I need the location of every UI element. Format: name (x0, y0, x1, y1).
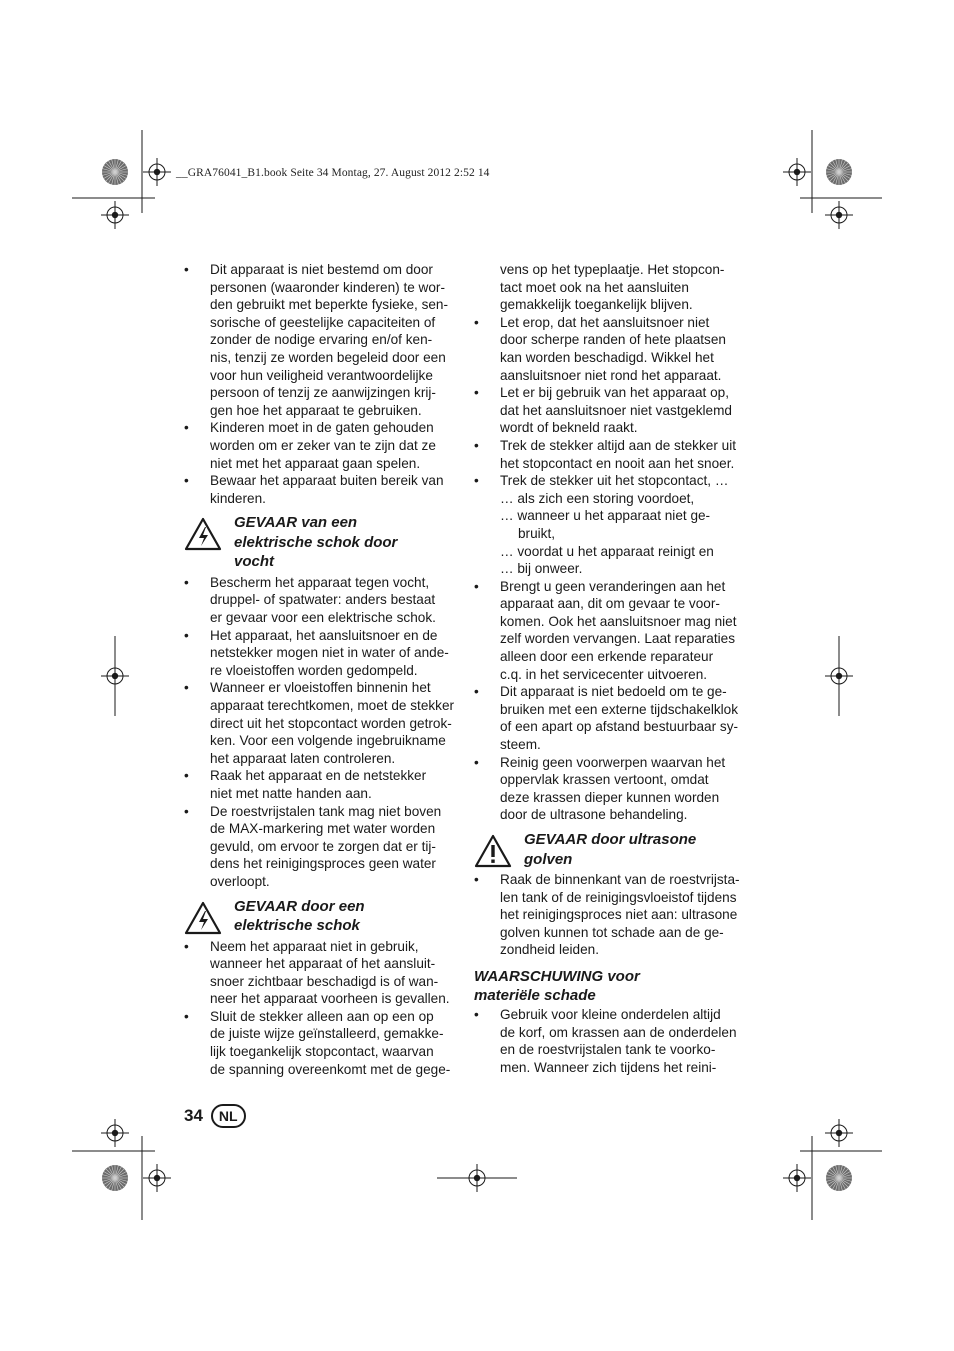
text-line: gen hoe het apparaat te gebruiken. (210, 402, 422, 418)
text-line: de korf, om krassen aan de onderdelen (500, 1024, 737, 1040)
warning-ultrasonic (474, 830, 750, 869)
print-header: __GRA76041_B1.book Seite 34 Montag, 27. August 2012 2:52 14 (176, 167, 490, 179)
text-line: deze krassen dieper kunnen worden (500, 789, 720, 805)
list-item (184, 1008, 460, 1078)
text-line: niet met natte handen aan. (210, 785, 372, 801)
text-line: gevuld, om ervoor te zorgen dat er tij- (210, 838, 436, 854)
list-item (474, 1006, 750, 1076)
text-line: wordt of bekneld raakt. (500, 420, 638, 436)
text-line: kinderen. (210, 490, 266, 506)
text-line: • Wanneer er vloeistoffen binnenin het (210, 680, 431, 696)
text-line: lijk toegankelijk stopcontact, waarvan (210, 1044, 434, 1060)
list-item (184, 938, 460, 1008)
text-line: direct uit het stopcontact worden getrok- (210, 715, 452, 731)
registration-target-icon (143, 1164, 171, 1192)
right-column (474, 261, 750, 1076)
left-column (184, 261, 460, 1078)
warning-title (524, 830, 750, 869)
warning-title (234, 513, 460, 572)
text-line: • Kinderen moet in de gaten gehouden (210, 420, 434, 436)
text-line: c.q. in het servicecenter uitvoeren. (500, 666, 708, 682)
text-line: WAARSCHUWING voor (474, 967, 640, 985)
registration-target-icon (825, 201, 853, 229)
list-item (474, 683, 750, 753)
text-line: ken. Voor een volgende ingebruikname (210, 733, 446, 749)
text-line: worden om er zeker van te zijn dat ze (210, 437, 436, 453)
text-line: de spanning overeenkomt met de gege- (210, 1061, 451, 1077)
text-line: steem. (500, 737, 541, 753)
text-line: gemakkelijk toegankelijk blijven. (500, 297, 693, 313)
text-line: • Raak het apparaat en de netstekker (210, 768, 427, 784)
text-line: het stopcontact en nooit aan het snoer. (500, 455, 735, 471)
text-line: • Let erop, dat het aansluitsnoer niet (500, 314, 710, 330)
text-line: den gebruikt met beperkte fysieke, sen- (210, 297, 449, 313)
text-line: golven (524, 850, 573, 868)
text-line: door de ultrasone behandeling. (500, 807, 688, 823)
material-damage-heading (474, 967, 750, 1006)
warning-exclamation-icon (474, 834, 512, 868)
right-continuation (474, 261, 750, 314)
text-line: golven kunnen tot schade aan de ge- (500, 924, 724, 940)
list-item (184, 679, 460, 767)
text-line: bruiken met een externe tijdschakelklok (500, 701, 739, 717)
text-line: of een apart op afstand bestuurbaar sy- (500, 719, 739, 735)
sub-item: … voordat u het apparaat reinigt en (500, 543, 714, 559)
text-line: • Dit apparaat is niet bestemd om door (210, 262, 433, 277)
list-item (474, 754, 750, 824)
registration-target-icon (143, 158, 171, 186)
right-list-4 (474, 1006, 750, 1076)
list-item (474, 578, 750, 684)
text-line: neer het apparaat voorheen is gevallen. (210, 991, 450, 1007)
text-line: dat het aansluitsnoer niet vastgeklemd (500, 402, 732, 418)
text-line: voor hun veiligheid verantwoordelijke (210, 367, 433, 383)
text-line: • Dit apparaat is niet bedoeld om te ge- (500, 684, 727, 700)
text-line: men. Wanneer zich tijdens het reini- (500, 1059, 717, 1075)
right-list-3 (474, 871, 750, 959)
text-line: zelf worden vervangen. Laat reparaties (500, 631, 736, 647)
text-line: kan worden beschadigd. Wikkel het (500, 349, 714, 365)
list-item (184, 767, 460, 802)
text-line: apparaat terechtkomen, moet de stekker (210, 697, 455, 713)
text-line: • Bescherm het apparaat tegen vocht, (210, 574, 430, 590)
text-line: zondheid leiden. (500, 942, 600, 958)
list-item (184, 419, 460, 472)
text-line: personen (waaronder kinderen) te wor- (210, 279, 445, 295)
text-line: • Het apparaat, het aansluitsnoer en de (210, 627, 438, 643)
page-footer (184, 1104, 246, 1128)
list-item (474, 472, 750, 578)
text-line: oppervlak krassen vertoont, omdat (500, 772, 709, 788)
list-item (474, 437, 750, 472)
text-line: apparaat aan, dit om gevaar te voor- (500, 596, 720, 612)
text-line: • Gebruik voor kleine onderdelen altijd (500, 1006, 721, 1022)
text-line: • Reinig geen voorwerpen waarvan het (500, 754, 726, 770)
color-rosette-icon (826, 1165, 852, 1191)
text-line: dens het reinigingsproces geen water (210, 856, 436, 872)
text-line: • Brengt u geen veranderingen aan het (500, 578, 726, 594)
text-line: komen. Ook het aansluitsnoer mag niet (500, 613, 737, 629)
text-line: elektrische schok (234, 917, 360, 934)
right-list-1 (474, 314, 750, 472)
list-item (474, 384, 750, 437)
text-line: netstekker mogen niet in water of ande- (210, 645, 449, 661)
text-line: materiële schade (474, 987, 596, 1005)
language-badge: NL (211, 1104, 246, 1128)
color-rosette-icon (826, 159, 852, 185)
registration-target-icon (101, 201, 129, 229)
sub-item: bruikt, (518, 525, 556, 541)
list-item (184, 574, 460, 627)
text-line: GEVAAR door ultrasone (524, 831, 697, 848)
text-line: vocht (234, 553, 275, 571)
left-list-2 (184, 574, 460, 891)
sub-item: … bij onweer. (500, 561, 583, 577)
registration-target-icon (783, 158, 811, 186)
text-line: en de roestvrijstalen tank te voorko- (500, 1042, 716, 1058)
text-line: GEVAAR door een (234, 897, 365, 915)
warning-title (234, 897, 460, 936)
text-line: niet met het apparaat gaan spelen. (210, 455, 421, 471)
text-line: het reinigingsproces niet aan: ultrasone (500, 907, 738, 923)
text-line: • Trek de stekker uit het stopcontact, … (500, 473, 729, 489)
text-line: er gevaar voor een elektrische schok. (210, 610, 436, 625)
left-list-3 (184, 938, 460, 1079)
text-line: len tank of de reinigingsvloeistof tijdens (500, 889, 737, 905)
warning-lightning-icon (184, 517, 222, 551)
warning-electric-shock (184, 897, 460, 936)
color-rosette-icon (102, 1165, 128, 1191)
text-line: nis, tenzij ze worden begeleid door een (210, 349, 446, 365)
list-item (184, 472, 460, 507)
registration-target-icon (783, 1164, 811, 1192)
text-line: vens op het typeplaatje. Het stopcon- (500, 262, 725, 277)
sub-item: … wanneer u het apparaat niet ge- (500, 508, 711, 524)
right-list-2 (474, 578, 750, 824)
text-line: • Let er bij gebruik van het apparaat op, (500, 385, 729, 401)
text-line: • Neem het apparaat niet in gebruik, (210, 938, 419, 954)
text-line: wanneer het apparaat of het aansluit- (210, 956, 436, 972)
text-line: re vloeistoffen worden gedompeld. (210, 662, 418, 678)
registration-target-icon (101, 662, 129, 690)
list-item (184, 261, 460, 419)
page-number: 34 (184, 1106, 203, 1125)
text-line: • Raak de binnenkant van de roestvrijsta- (500, 872, 740, 887)
text-line: door scherpe randen of hete plaatsen (500, 332, 726, 348)
list-item (474, 314, 750, 384)
text-line: • Bewaar het apparaat buiten bereik van (210, 473, 444, 489)
list-item (184, 627, 460, 680)
text-line: aansluitsnoer niet rond het apparaat. (500, 367, 722, 383)
text-line: het apparaat laten controleren. (210, 750, 396, 766)
registration-target-icon (825, 1119, 853, 1147)
text-line: snoer zichtbaar beschadigd is of wan- (210, 973, 439, 989)
text-line: GEVAAR van een (234, 514, 358, 532)
text-line: persoon of tenzij ze aanwijzingen krij- (210, 385, 436, 401)
text-line: zonder de nodige ervaring en/of ken- (210, 332, 433, 348)
text-line: elektrische schok door (234, 533, 398, 551)
warning-electric-shock-moisture (184, 513, 460, 572)
list-item (474, 261, 750, 314)
text-line: tact moet ook na het aansluiten (500, 279, 689, 295)
left-list-1 (184, 261, 460, 507)
color-rosette-icon (102, 159, 128, 185)
text-line: • Trek de stekker altijd aan de stekker uit (500, 437, 736, 453)
warning-lightning-icon (184, 901, 222, 935)
text-line: alleen door een erkende reparateur (500, 649, 714, 665)
registration-target-icon (825, 662, 853, 690)
text-line: de juiste wijze geïnstalleerd, gemakke- (210, 1026, 444, 1042)
text-line: • Sluit de stekker alleen aan op een op (210, 1008, 434, 1024)
text-line: druppel- of spatwater: anders bestaat (210, 592, 436, 608)
registration-target-icon (101, 1119, 129, 1147)
list-item (474, 871, 750, 959)
list-item (184, 803, 460, 891)
text-line: • De roestvrijstalen tank mag niet boven (210, 803, 442, 819)
unplug-list (474, 472, 750, 578)
text-line: sorische of geestelijke capaciteiten of (210, 314, 436, 330)
registration-target-icon (463, 1164, 491, 1192)
text-line: overloopt. (210, 873, 270, 889)
text-line: de MAX-markering met water worden (210, 821, 436, 837)
sub-item: … als zich een storing voordoet, (500, 490, 695, 506)
